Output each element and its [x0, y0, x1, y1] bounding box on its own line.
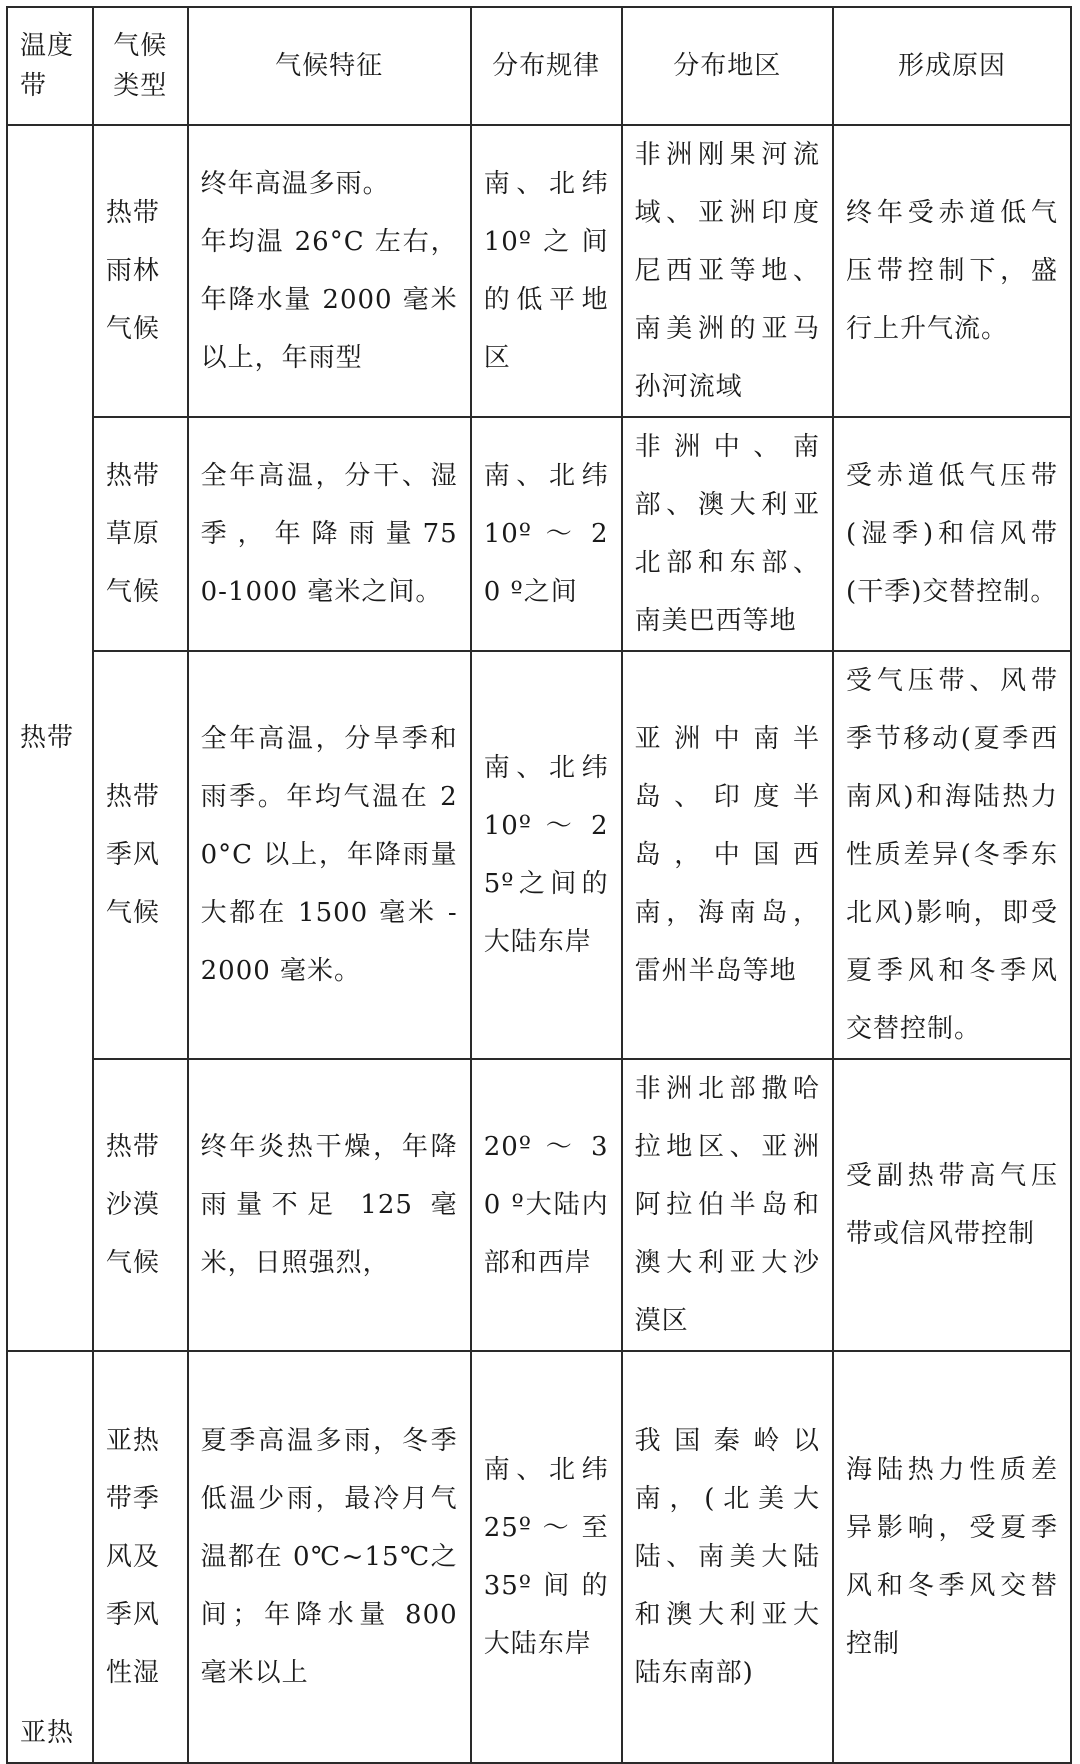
causes-cell: 受赤道低气压带(湿季)和信风带(干季)交替控制。 — [833, 417, 1071, 651]
header-distribution-pattern: 分布规律 — [471, 7, 622, 125]
causes-cell: 海陆热力性质差异影响，受夏季风和冬季风交替控制 — [833, 1351, 1071, 1763]
regions-cell: 非洲中、南部、澳大利亚北部和东部、南美巴西等地 — [622, 417, 833, 651]
regions-cell: 非洲北部撒哈拉地区、亚洲阿拉伯半岛和澳大利亚大沙漠区 — [622, 1059, 833, 1351]
zone-cell-tropical: 热带 — [7, 125, 93, 1351]
table-row — [7, 1059, 1071, 1351]
features-cell: 全年高温，分干、湿季 ， 年 降 雨 量 750-1000 毫米之间。 — [188, 417, 471, 651]
header-row — [7, 7, 1071, 125]
header-formation-cause: 形成原因 — [833, 7, 1071, 125]
regions-cell: 亚洲中南半岛、印度半岛，中国西南，海南岛，雷州半岛等地 — [622, 651, 833, 1059]
climate-type-cell: 亚热 带季 风及 季风 性湿 — [93, 1351, 188, 1763]
pattern-cell: 南、北纬 10º之间的低平地区 — [471, 125, 622, 417]
regions-cell: 我国秦岭以南，(北美大陆、南美大陆和澳大利亚大陆东南部) — [622, 1351, 833, 1763]
pattern-cell: 南、北纬 10º ～ 25º之间的大陆东岸 — [471, 651, 622, 1059]
climate-type-cell: 热带 季风 气候 — [93, 651, 188, 1059]
climate-type-cell: 热带 沙漠 气候 — [93, 1059, 188, 1351]
causes-cell: 终年受赤道低气压带控制下，盛行上升气流。 — [833, 125, 1071, 417]
features-cell: 夏季高温多雨，冬季低温少雨，最冷月气温都在 0℃~15℃之间；年降水量 800 毫米以上 — [188, 1351, 471, 1763]
table-row — [7, 417, 1071, 651]
causes-cell: 受气压带、风带季节移动(夏季西南风)和海陆热力性质差异(冬季东北风)影响，即受夏季风和冬季风交替控制。 — [833, 651, 1071, 1059]
header-distribution-region: 分布地区 — [622, 7, 833, 125]
features-cell: 终年炎热干燥，年降雨量不足 125 毫米，日照强烈， — [188, 1059, 471, 1351]
regions-cell: 非洲刚果河流域、亚洲印度尼西亚等地、南美洲的亚马孙河流域 — [622, 125, 833, 417]
zone-cell-subtropical: 亚热 — [7, 1351, 93, 1763]
table-row — [7, 125, 1071, 417]
features-cell: 全年高温，分旱季和雨季。年均气温在 20°C 以上，年降雨量大都在 1500 毫米 -2000 毫米。 — [188, 651, 471, 1059]
table-row — [7, 651, 1071, 1059]
climate-type-cell: 热带 雨林 气候 — [93, 125, 188, 417]
climate-type-cell: 热带 草原 气候 — [93, 417, 188, 651]
features-cell: 终年高温多雨。 年均温 26°C 左右，年降水量 2000 毫米以上，年雨型 — [188, 125, 471, 417]
table-row — [7, 1351, 1071, 1763]
pattern-cell: 南、北纬 10º ～ 20 º之间 — [471, 417, 622, 651]
header-climate-type: 气候 类型 — [93, 7, 188, 125]
causes-cell: 受副热带高气压带或信风带控制 — [833, 1059, 1071, 1351]
pattern-cell: 南、北纬 25º ～ 至 35º间的大陆东岸 — [471, 1351, 622, 1763]
pattern-cell: 20º ～ 30 º大陆内部和西岸 — [471, 1059, 622, 1351]
climate-table — [6, 6, 1072, 1764]
header-climate-features: 气候特征 — [188, 7, 471, 125]
header-temperature-zone: 温度 带 — [7, 7, 93, 125]
